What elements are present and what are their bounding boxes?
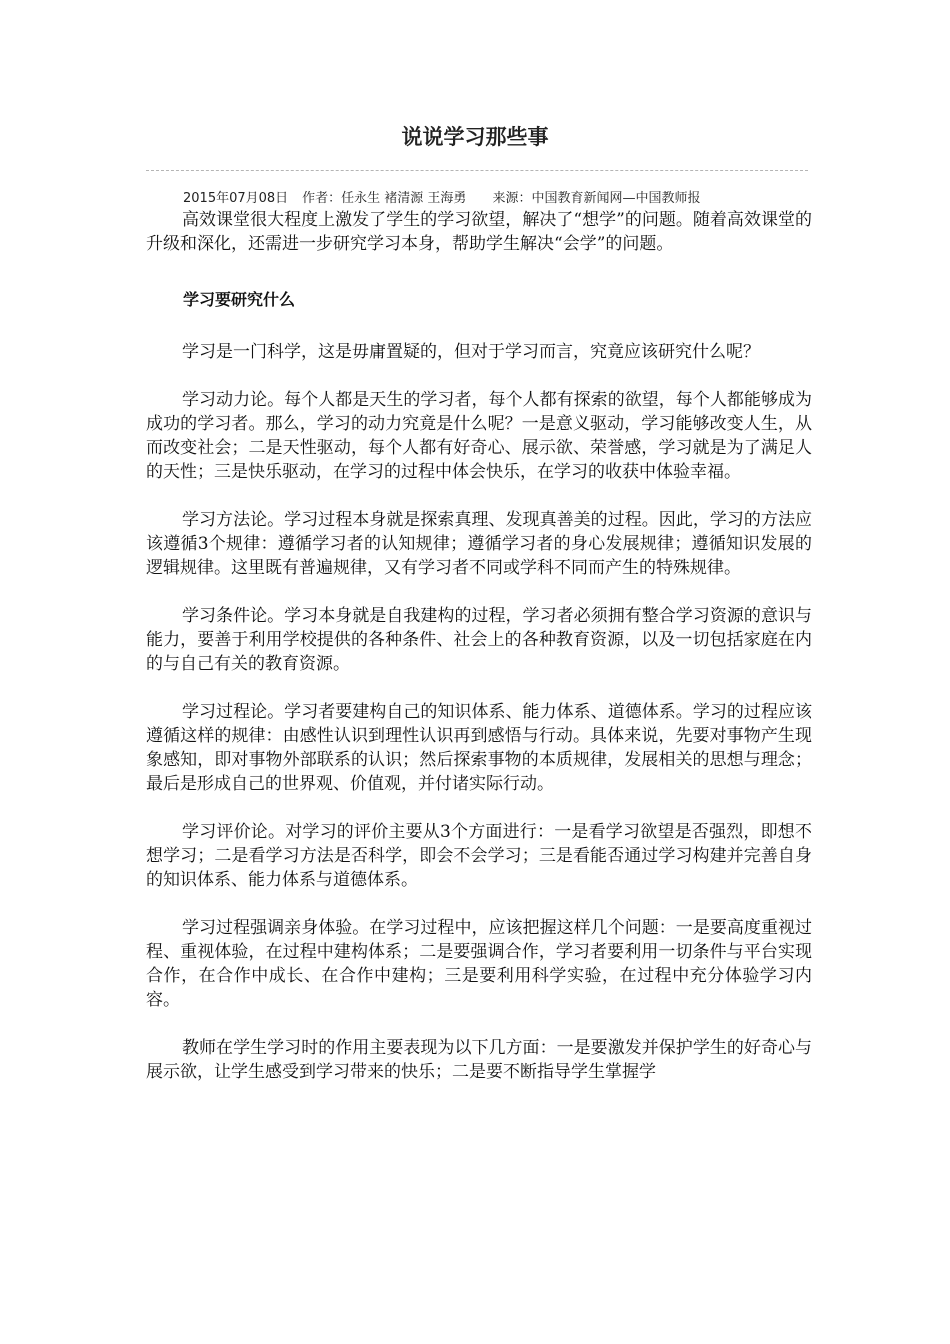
body-paragraph: 学习动力论。每个人都是天生的学习者，每个人都有探索的欲望，每个人都能够成为成功的学习者。那么，学习的动力究竟是什么呢？一是意义驱动，学习能够改变人生，从而改变社会；二是天性驱动，每个人都有好奇心、展示欲、荣誉感，学习就是为了满足人的天性；三是快乐驱动，在学习的过程中体会快乐，在学习的收获中体验幸福。 <box>146 390 812 482</box>
body-paragraph: 学习是一门科学，这是毋庸置疑的，但对于学习而言，究竟应该研究什么呢？ <box>182 342 760 362</box>
body-paragraph: 教师在学生学习时的作用主要表现为以下几方面：一是要激发并保护学生的好奇心与展示欲，让学生感受到学习带来的快乐；二是要不断指导学生掌握学 <box>146 1038 812 1082</box>
body-paragraph: 学习评价论。对学习的评价主要从3个方面进行：一是看学习欲望是否强烈，即想不想学习；二是看学习方法是否科学，即会不会学习；三是看能否通过学习构建并完善自身的知识体系、能力体系与道德体系。 <box>146 822 812 890</box>
body-paragraph: 学习条件论。学习本身就是自我建构的过程，学习者必须拥有整合学习资源的意识与能力，要善于利用学校提供的各种条件、社会上的各种教育资源，以及一切包括家庭在内的与自己有关的教育资源。 <box>146 606 812 674</box>
body-paragraph: 学习方法论。学习过程本身就是探索真理、发现真善美的过程。因此，学习的方法应该遵循3个规律：遵循学习者的认知规律；遵循学习者的身心发展规律；遵循知识发展的逻辑规律。这里既有普遍规律，又有学习者不同或学科不同而产生的特殊规律。 <box>146 510 812 578</box>
article-title: 说说学习那些事 <box>401 125 549 149</box>
article-body <box>146 208 812 1108</box>
lead-paragraph: 高效课堂很大程度上激发了学生的学习欲望，解决了“想学”的问题。随着高效课堂的升级和深化，还需进一步研究学习本身，帮助学生解决“会学”的问题。 <box>146 210 812 254</box>
body-paragraph: 学习过程论。学习者要建构自己的知识体系、能力体系、道德体系。学习的过程应该遵循这样的规律：由感性认识到理性认识再到感悟与行动。具体来说，先要对事物产生现象感知，即对事物外部联系的认识；然后探索事物的本质规律，发展相关的思想与理念；最后是形成自己的世界观、价值观，并付诸实际行动。 <box>146 702 812 794</box>
article-source: 来源：中国教育新闻网—中国教师报 <box>492 191 701 206</box>
body-paragraph: 学习过程强调亲身体验。在学习过程中，应该把握这样几个问题：一是要高度重视过程、重视体验，在过程中建构体系；二是要强调合作，学习者要利用一切条件与平台实现合作，在合作中成长、在合作中建构；三是要利用科学实验，在过程中充分体验学习内容。 <box>146 918 812 1010</box>
publish-date: 2015年07月08日 <box>183 191 289 206</box>
article-meta <box>183 190 700 208</box>
article-authors: 作者：任永生 褚清源 王海勇 <box>302 191 467 206</box>
section-heading: 学习要研究什么 <box>183 290 296 309</box>
title-divider <box>146 170 808 171</box>
